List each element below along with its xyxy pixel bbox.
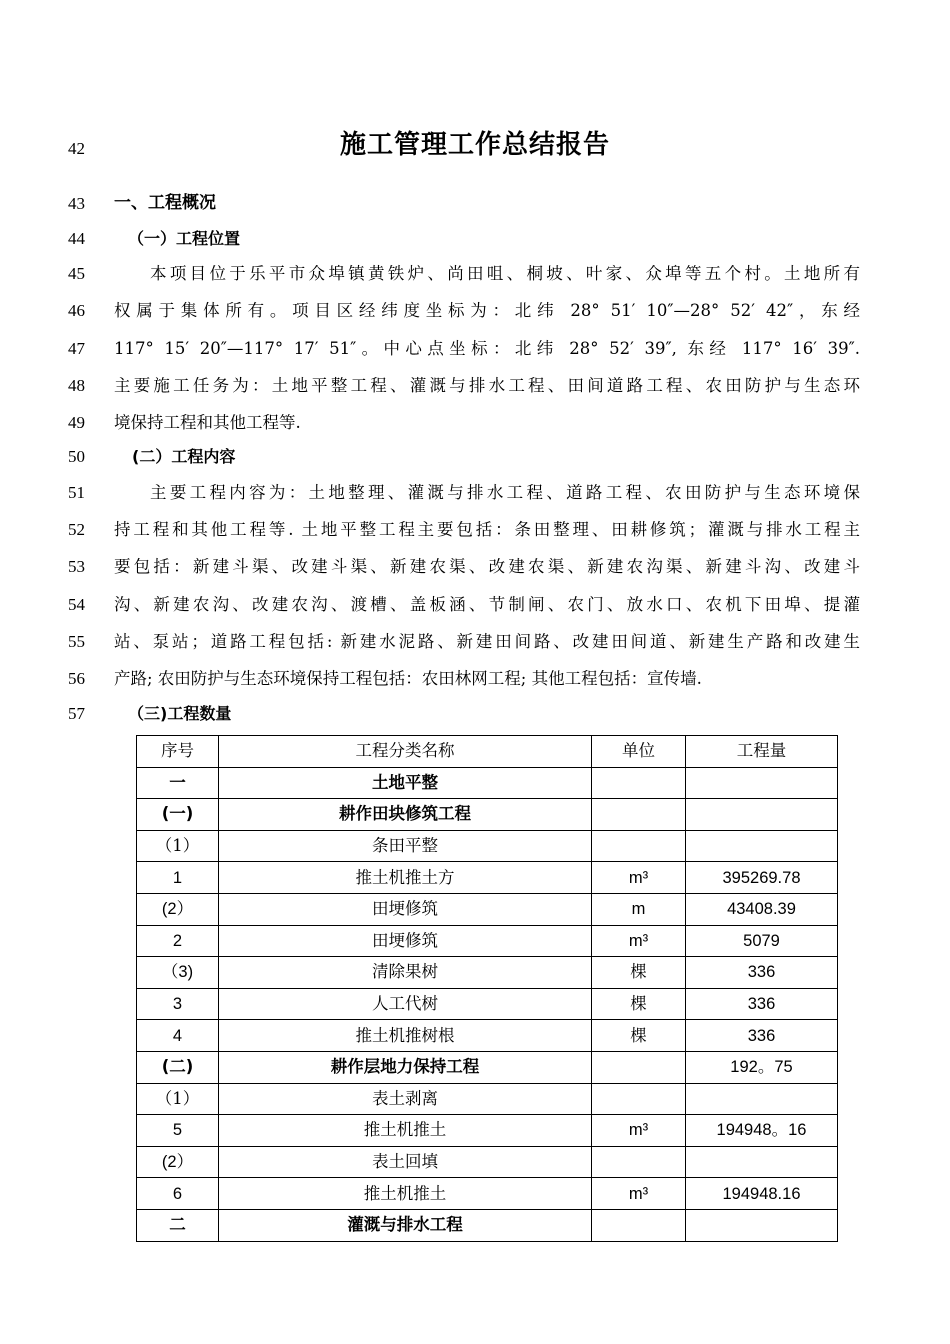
line-number: 42: [68, 139, 85, 158]
line-number: 48: [68, 376, 85, 395]
paragraph-line: 持工程和其他工程等. 土地平整工程主要包括：条田整理、田耕修筑；灌溉与排水工程主: [114, 520, 860, 539]
table-row: [137, 957, 838, 989]
table-cell-unit: m³: [592, 925, 686, 957]
table-cell-name: 人工代树: [219, 988, 592, 1020]
table-cell-no: 6: [137, 1178, 219, 1210]
quantity-table: [136, 735, 838, 1242]
table-row: [137, 1146, 838, 1178]
table-cell-qty: 43408.39: [686, 893, 838, 925]
table-cell-no: （3): [137, 957, 219, 989]
column-header: 序号: [137, 736, 219, 768]
table-row: [137, 1051, 838, 1083]
table-cell-unit: [592, 1051, 686, 1083]
table-header-row: [137, 736, 838, 768]
table-cell-unit: [592, 1083, 686, 1115]
line-number: 43: [68, 194, 85, 213]
table-cell-name: 土地平整: [219, 767, 592, 799]
table-cell-qty: [686, 1083, 838, 1115]
table-row: [137, 767, 838, 799]
line-number: 57: [68, 704, 85, 723]
table-cell-qty: 336: [686, 957, 838, 989]
line-number: 54: [68, 595, 85, 614]
table-cell-unit: [592, 799, 686, 831]
line-number: 52: [68, 520, 85, 539]
line-number: 45: [68, 264, 85, 283]
paragraph-line: 本项目位于乐平市众埠镇黄铁炉、尚田咀、桐坡、叶家、众埠等五个村。土地所有: [150, 264, 860, 283]
line-number: 44: [68, 229, 85, 248]
table-cell-name: 表土剥离: [219, 1083, 592, 1115]
table-cell-name: 灌溉与排水工程: [219, 1209, 592, 1241]
table-cell-no: 3: [137, 988, 219, 1020]
table-cell-unit: m³: [592, 1115, 686, 1147]
table-cell-name: 耕作层地力保持工程: [219, 1051, 592, 1083]
table-cell-unit: m³: [592, 862, 686, 894]
table-row: [137, 1115, 838, 1147]
table-cell-unit: 棵: [592, 1020, 686, 1052]
table-cell-no: 4: [137, 1020, 219, 1052]
table-cell-name: 清除果树: [219, 957, 592, 989]
table-row: [137, 1083, 838, 1115]
table-cell-name: 耕作田块修筑工程: [219, 799, 592, 831]
line-number: 47: [68, 339, 85, 358]
paragraph-line: 境保持工程和其他工程等.: [114, 413, 301, 432]
table-cell-no: 1: [137, 862, 219, 894]
line-number: 56: [68, 669, 85, 688]
table-cell-qty: [686, 830, 838, 862]
table-cell-name: 表土回填: [219, 1146, 592, 1178]
table-cell-name: 推土机推土: [219, 1115, 592, 1147]
table-cell-name: 田埂修筑: [219, 925, 592, 957]
table-cell-qty: [686, 767, 838, 799]
table-cell-qty: [686, 1146, 838, 1178]
table-cell-unit: m: [592, 893, 686, 925]
table-cell-unit: [592, 767, 686, 799]
line-number: 55: [68, 632, 85, 651]
table-cell-qty: 5079: [686, 925, 838, 957]
table-cell-qty: 194948。16: [686, 1115, 838, 1147]
table-cell-no: (二): [137, 1051, 219, 1083]
line-number: 53: [68, 557, 85, 576]
paragraph-line: 产路; 农田防护与生态环境保持工程包括：农田林网工程; 其他工程包括：宣传墙.: [114, 669, 702, 688]
table-cell-qty: 194948.16: [686, 1178, 838, 1210]
table-cell-qty: 336: [686, 988, 838, 1020]
paragraph-line: 站、泵站；道路工程包括: 新建水泥路、新建田间路、改建田间道、新建生产路和改建生: [114, 632, 860, 651]
table-cell-qty: 395269.78: [686, 862, 838, 894]
table-cell-qty: [686, 799, 838, 831]
table-cell-qty: [686, 1209, 838, 1241]
paragraph-line: 沟、新建农沟、改建农沟、渡槽、盖板涵、节制闸、农门、放水口、农机下田埠、提灌: [114, 595, 860, 614]
table-cell-no: （1）: [137, 830, 219, 862]
table-row: [137, 830, 838, 862]
table-row: [137, 1020, 838, 1052]
table-row: [137, 988, 838, 1020]
section-heading: 一、工程概况: [114, 193, 216, 213]
table-row: [137, 862, 838, 894]
table-row: [137, 1209, 838, 1241]
table-cell-no: 二: [137, 1209, 219, 1241]
table-cell-no: 5: [137, 1115, 219, 1147]
line-number: 51: [68, 483, 85, 502]
paragraph-line: 117° 15′ 20″—117° 17′ 51″。中心点坐标：北纬 28° 52′ 39″, 东经 117° 16′ 39″.: [114, 339, 860, 358]
table-row: [137, 1178, 838, 1210]
table-cell-name: 条田平整: [219, 830, 592, 862]
table-cell-unit: [592, 1209, 686, 1241]
subsection-heading-location: （一）工程位置: [128, 229, 241, 248]
table-cell-name: 推土机推树根: [219, 1020, 592, 1052]
table-cell-unit: m³: [592, 1178, 686, 1210]
subsection-heading-content: (二）工程内容: [132, 447, 236, 466]
line-number: 50: [68, 447, 85, 466]
paragraph-line: 要包括：新建斗渠、改建斗渠、新建农渠、改建农渠、新建农沟渠、新建斗沟、改建斗: [114, 557, 860, 576]
table-cell-no: (2）: [137, 1146, 219, 1178]
table-cell-no: 2: [137, 925, 219, 957]
table-cell-qty: 192。75: [686, 1051, 838, 1083]
line-number: 49: [68, 413, 85, 432]
table-cell-unit: [592, 830, 686, 862]
table-cell-name: 田埂修筑: [219, 893, 592, 925]
table-cell-qty: 336: [686, 1020, 838, 1052]
table-cell-name: 推土机推土: [219, 1178, 592, 1210]
column-header: 工程量: [686, 736, 838, 768]
document-title: 施工管理工作总结报告: [339, 130, 610, 160]
table-cell-name: 推土机推土方: [219, 862, 592, 894]
table-row: [137, 893, 838, 925]
line-number: 46: [68, 301, 85, 320]
table-cell-no: (一): [137, 799, 219, 831]
column-header: 工程分类名称: [219, 736, 592, 768]
paragraph-line: 主要工程内容为：土地整理、灌溉与排水工程、道路工程、农田防护与生态环境保: [150, 483, 860, 502]
table-cell-unit: 棵: [592, 988, 686, 1020]
subsection-heading-quantity: （三)工程数量: [128, 704, 232, 723]
paragraph-line: 主要施工任务为：土地平整工程、灌溉与排水工程、田间道路工程、农田防护与生态环: [114, 376, 860, 395]
table-row: [137, 799, 838, 831]
table-cell-unit: [592, 1146, 686, 1178]
table-cell-no: 一: [137, 767, 219, 799]
table-cell-unit: 棵: [592, 957, 686, 989]
table-cell-no: (2）: [137, 893, 219, 925]
paragraph-line: 权属于集体所有。项目区经纬度坐标为：北纬 28° 51′ 10″—28° 52′ 42″，东经: [114, 301, 860, 320]
column-header: 单位: [592, 736, 686, 768]
table-row: [137, 925, 838, 957]
table-cell-no: （1）: [137, 1083, 219, 1115]
